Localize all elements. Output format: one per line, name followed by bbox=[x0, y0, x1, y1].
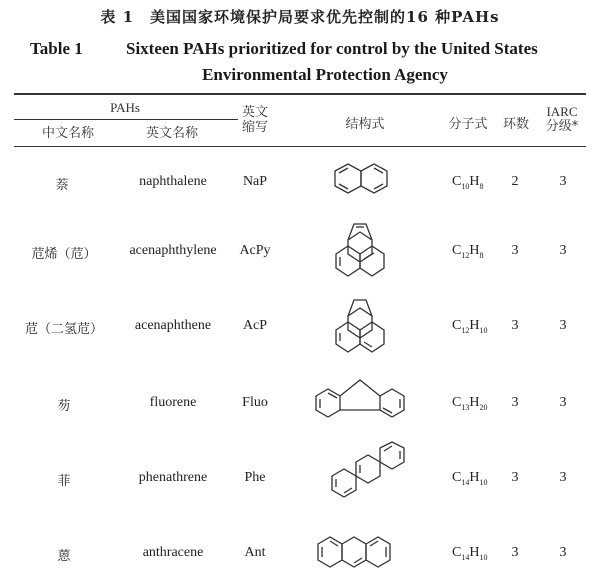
cell-cn-name: 芴 bbox=[57, 399, 71, 414]
cell-abbr: Fluo bbox=[242, 395, 268, 410]
header-abbr-line1: 英文 bbox=[241, 105, 268, 120]
cell-rings: 3 bbox=[511, 243, 519, 258]
table-title-en-line2: Environmental Protection Agency bbox=[202, 65, 448, 84]
table-number: Table 1 bbox=[30, 39, 83, 58]
cell-abbr: AcP bbox=[242, 318, 268, 333]
cell-rings: 3 bbox=[511, 318, 519, 333]
cell-formula: $C_{14}H_{10}$ bbox=[452, 470, 488, 487]
cell-rings: 3 bbox=[511, 545, 519, 560]
cell-formula: $C_{14}H_{10}$ bbox=[452, 545, 488, 562]
header-iarc-line1: IARC bbox=[546, 104, 578, 119]
header-pahs: PAHs bbox=[110, 100, 140, 115]
header-formula: 分子式 bbox=[448, 117, 488, 132]
table-title-cn: 表 1 美国国家环境保护局要求优先控制的16 种PAHs bbox=[100, 8, 500, 26]
formula-c-count: 12 bbox=[461, 250, 470, 260]
formula-h-count: 20 bbox=[479, 402, 488, 412]
cell-rings: 3 bbox=[511, 395, 519, 410]
formula-h-count: 10 bbox=[479, 477, 488, 487]
cell-en-name: phenathrene bbox=[138, 470, 208, 485]
cell-iarc: 3 bbox=[559, 318, 567, 333]
naphthalene-structure bbox=[320, 160, 410, 206]
header-cn-name: 中文名称 bbox=[41, 126, 94, 141]
header-iarc bbox=[540, 104, 584, 134]
cell-cn-name: 菲 bbox=[57, 474, 71, 489]
cell-cn-name: 蒽 bbox=[57, 549, 71, 564]
cell-abbr: AcPy bbox=[239, 243, 271, 258]
cell-iarc: 3 bbox=[559, 243, 567, 258]
cell-abbr: Phe bbox=[244, 470, 266, 485]
fluorene-structure bbox=[308, 372, 420, 428]
cell-formula: $C_{12}H_{10}$ bbox=[452, 318, 488, 335]
formula-c-count: 13 bbox=[461, 402, 470, 412]
cell-en-name: fluorene bbox=[149, 395, 197, 410]
pahs-group-rule bbox=[14, 119, 238, 120]
cell-abbr: Ant bbox=[244, 545, 266, 560]
header-iarc-line2: 分级* bbox=[545, 119, 579, 134]
formula-h-count: 10 bbox=[479, 325, 488, 335]
cell-en-name: acenaphthene bbox=[134, 318, 212, 333]
cell-rings: 3 bbox=[511, 470, 519, 485]
acenaphthene-structure bbox=[320, 290, 410, 356]
header-en-name: 英文名称 bbox=[145, 126, 198, 141]
cell-cn-name: 萘 bbox=[55, 178, 69, 193]
header-abbr-line2: 缩写 bbox=[241, 120, 268, 135]
header-rings: 环数 bbox=[502, 117, 529, 132]
formula-c-count: 12 bbox=[461, 325, 470, 335]
formula-c-count: 14 bbox=[461, 477, 470, 487]
table-title-en-line1: Sixteen PAHs prioritized for control by the United States bbox=[126, 39, 538, 58]
cell-iarc: 3 bbox=[559, 545, 567, 560]
formula-c-count: 14 bbox=[461, 552, 470, 562]
cell-iarc: 3 bbox=[559, 395, 567, 410]
cell-formula: $C_{13}H_{20}$ bbox=[452, 395, 488, 412]
cell-iarc: 3 bbox=[559, 470, 567, 485]
cell-rings: 2 bbox=[511, 174, 519, 189]
cell-en-name: anthracene bbox=[142, 545, 204, 560]
formula-h-count: 10 bbox=[479, 552, 488, 562]
anthracene-structure bbox=[310, 530, 416, 578]
header-bottom-rule bbox=[14, 146, 586, 147]
formula-h-count: 8 bbox=[479, 181, 484, 191]
cell-abbr: NaP bbox=[242, 174, 268, 189]
cell-cn-name: 苊烯（苊） bbox=[31, 247, 97, 262]
table-title-en bbox=[30, 36, 590, 88]
cell-formula: $C_{12}H_8$ bbox=[452, 243, 484, 260]
formula-c-count: 10 bbox=[461, 181, 470, 191]
acenaphthylene-structure bbox=[320, 214, 410, 278]
formula-h-count: 8 bbox=[479, 250, 484, 260]
cell-en-name: naphthalene bbox=[139, 174, 207, 189]
cell-cn-name: 苊（二氢苊） bbox=[24, 322, 103, 337]
phenanthrene-structure bbox=[316, 440, 416, 516]
table-top-rule bbox=[14, 93, 586, 95]
header-abbr bbox=[232, 105, 278, 135]
cell-iarc: 3 bbox=[559, 174, 567, 189]
cell-en-name: acenaphthylene bbox=[129, 243, 217, 258]
header-structure: 结构式 bbox=[345, 117, 385, 132]
cell-formula: $C_{10}H_8$ bbox=[452, 174, 484, 191]
